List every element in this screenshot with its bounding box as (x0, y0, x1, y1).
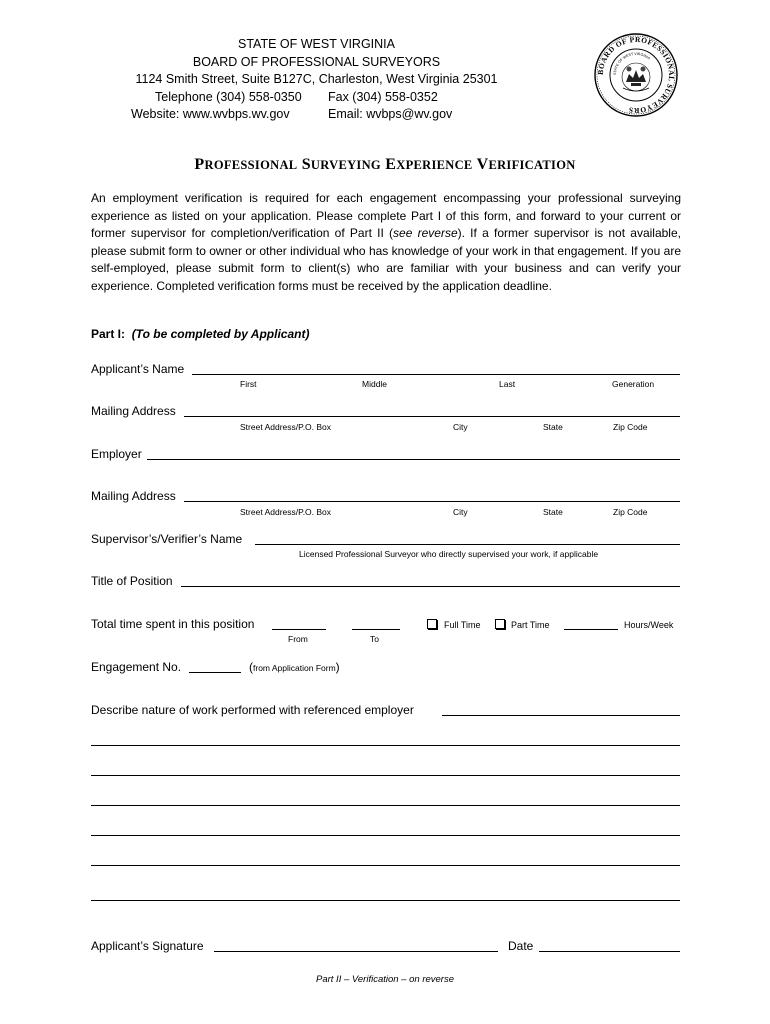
full-time-label: Full Time (444, 620, 481, 630)
engagement-note: (from Application Form) (249, 660, 340, 674)
applicant-name-label: Applicant’s Name (91, 362, 185, 376)
state-caption: State (543, 422, 563, 432)
seal-text-inner: STATE OF WEST VIRGINIA (612, 51, 651, 76)
header-fax: Fax (304) 558-0352 (328, 90, 438, 104)
from-caption: From (288, 634, 308, 644)
describe-work-field-line-5[interactable] (91, 835, 680, 836)
header-state: STATE OF WEST VIRGINIA (238, 37, 395, 51)
seal-text-top: BOARD OF PROFESSIONAL SURVEYORS (595, 34, 677, 116)
name-first-caption: First (240, 379, 257, 389)
engagement-no-label: Engagement No. (91, 660, 182, 674)
street-caption: Street Address/P.O. Box (240, 422, 332, 432)
time-to-field[interactable] (352, 629, 400, 630)
name-generation-caption: Generation (612, 379, 655, 389)
total-time-label: Total time spent in this position (91, 617, 255, 631)
employer-label: Employer (91, 447, 142, 461)
engagement-no-field[interactable] (189, 672, 241, 673)
mailing-address-label: Mailing Address (91, 404, 176, 418)
title-of-position-field[interactable] (181, 586, 680, 587)
describe-work-field-line-3[interactable] (91, 775, 680, 776)
employer-city-caption: City (453, 507, 468, 517)
name-last-caption: Last (499, 379, 516, 389)
zip-caption: Zip Code (613, 422, 648, 432)
describe-work-field-line-7[interactable] (91, 900, 680, 901)
supervisor-name-field[interactable] (255, 544, 680, 545)
employer-field[interactable] (147, 459, 680, 460)
header-address: 1124 Smith Street, Suite B127C, Charleston, West Virginia 25301 (135, 72, 498, 86)
describe-work-field-line-4[interactable] (91, 805, 680, 806)
part-time-checkbox[interactable] (495, 619, 505, 629)
to-caption: To (370, 634, 379, 644)
signature-label: Applicant’s Signature (91, 939, 204, 953)
header-website: Website: www.wvbps.wv.gov (131, 107, 290, 121)
mailing-address-field[interactable] (184, 416, 680, 417)
signature-field[interactable] (214, 951, 498, 952)
name-middle-caption: Middle (362, 379, 388, 389)
employer-mailing-address-field[interactable] (184, 501, 680, 502)
part1-heading: Part I: (To be completed by Applicant) (91, 327, 310, 341)
header-board: BOARD OF PROFESSIONAL SURVEYORS (192, 55, 441, 69)
part-time-label: Part Time (511, 620, 550, 630)
city-caption: City (453, 422, 468, 432)
header-email: Email: wvbps@wv.gov (328, 107, 453, 121)
footer-note: Part II – Verification – on reverse (316, 974, 454, 985)
intro-paragraph: An employment verification is required for each engagement encompassing your professional surveying experience as listed on your application. Please complete Part I of this form, and forward to your current or former supervisor for completion/verification of Part II (see reverse). If a former supervisor is not available, please submit form to owner or other individual who has knowledge of your work in that engagement. If you are self-employed, please submit form to client(s) who are familiar with your business and can verify your experience. Completed verification forms must be received by the application deadline. (91, 191, 681, 293)
applicant-name-field[interactable] (192, 374, 680, 375)
state-seal-icon (593, 32, 679, 118)
date-field[interactable] (539, 951, 680, 952)
date-label: Date (508, 939, 534, 953)
supervisor-name-label: Supervisor’s/Verifier’s Name (91, 532, 243, 546)
time-from-field[interactable] (272, 629, 326, 630)
describe-work-field-line-1[interactable] (442, 715, 680, 716)
describe-work-field-line-6[interactable] (91, 865, 680, 866)
employer-zip-caption: Zip Code (613, 507, 648, 517)
describe-work-label: Describe nature of work performed with referenced employer (91, 703, 414, 717)
header-telephone: Telephone (304) 558-0350 (155, 90, 302, 104)
hours-week-label: Hours/Week (624, 620, 674, 630)
title-of-position-label: Title of Position (91, 574, 173, 588)
form-title: PROFESSIONAL SURVEYING EXPERIENCE VERIFICATION (194, 156, 576, 173)
employer-state-caption: State (543, 507, 563, 517)
employer-street-caption: Street Address/P.O. Box (240, 507, 332, 517)
supervisor-caption: Licensed Professional Surveyor who directly supervised your work, if applicable (299, 549, 599, 559)
describe-work-field-line-2[interactable] (91, 745, 680, 746)
employer-mailing-address-label: Mailing Address (91, 489, 176, 503)
full-time-checkbox[interactable] (427, 619, 437, 629)
hours-week-field[interactable] (564, 629, 618, 630)
